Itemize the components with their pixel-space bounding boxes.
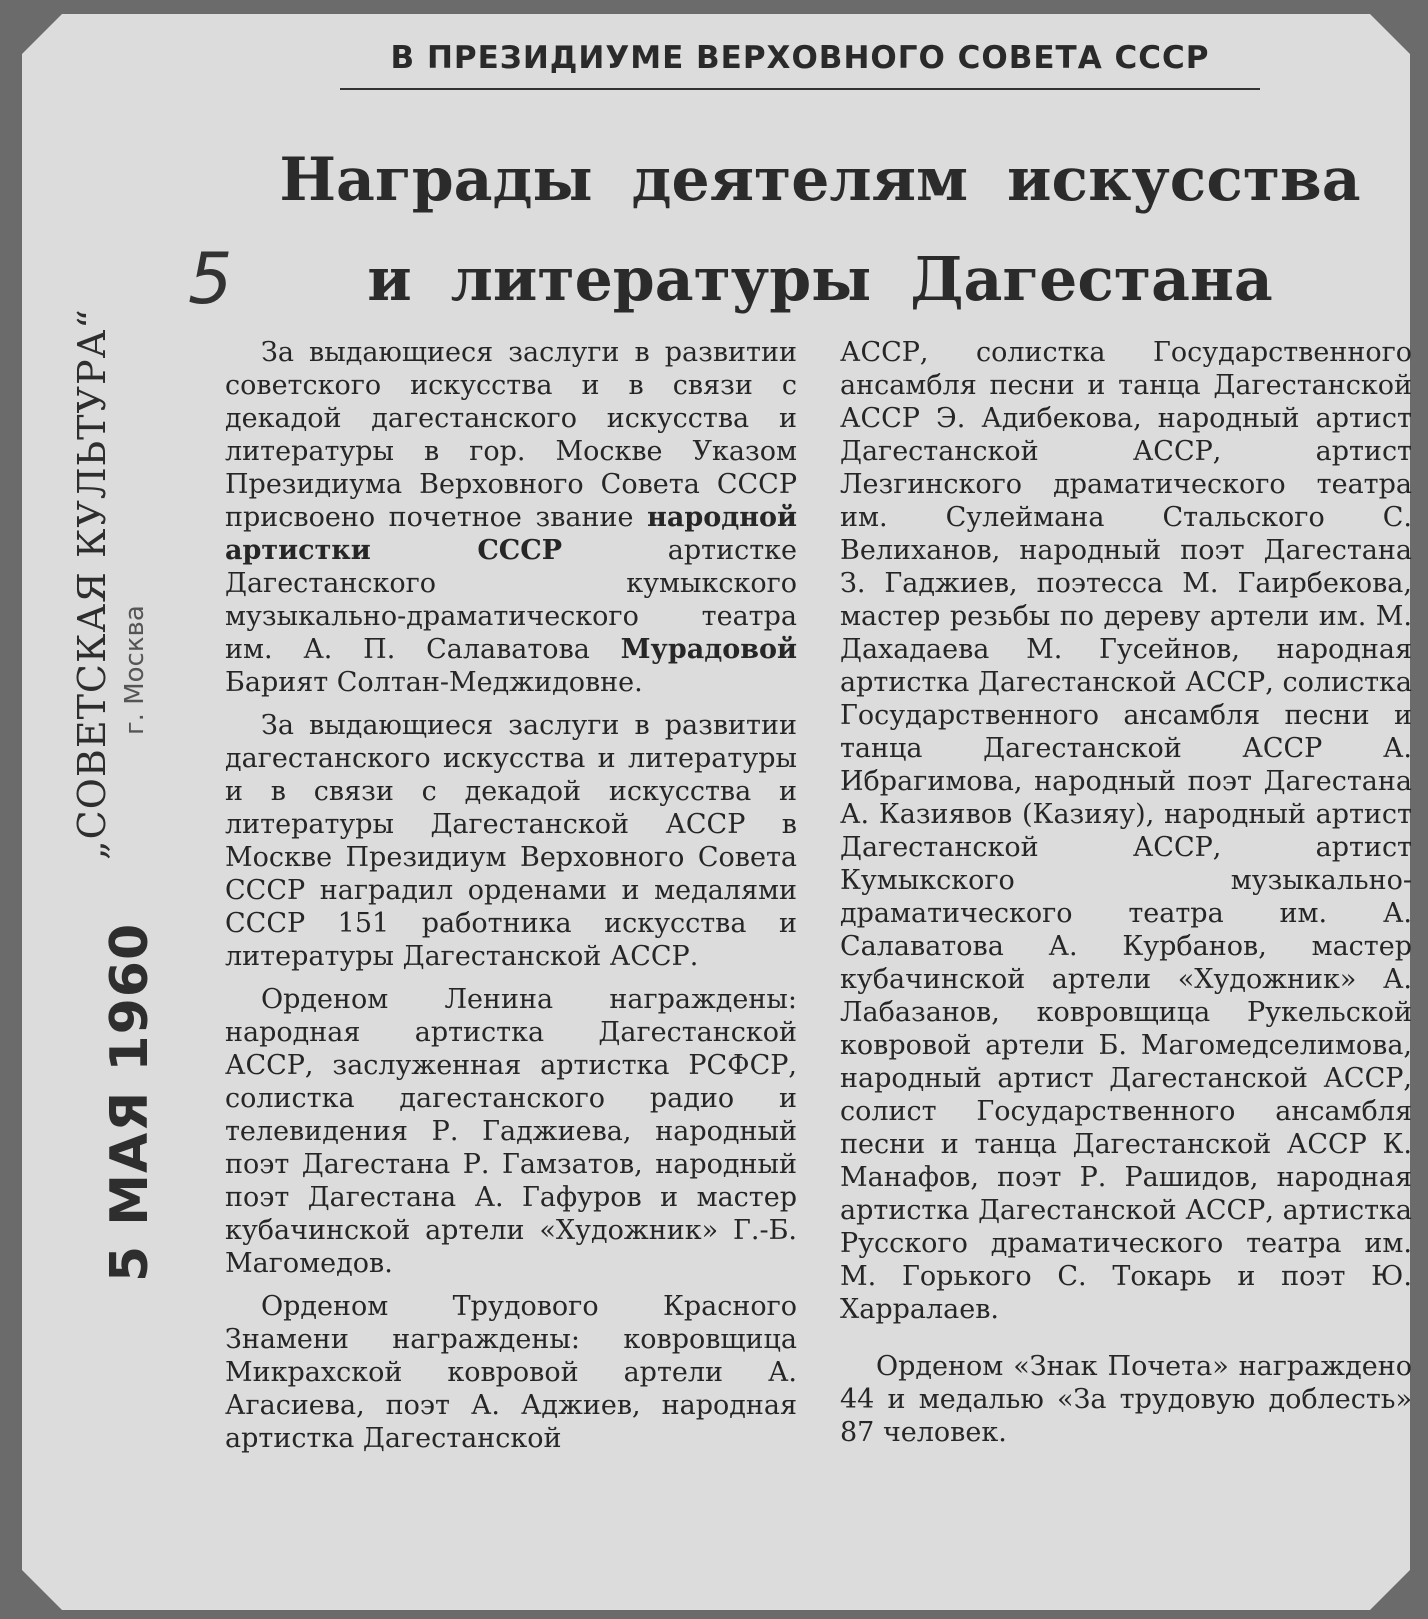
headline-line-1: Награды деятелям искусства xyxy=(279,145,1361,215)
handwritten-number: 5 xyxy=(188,238,233,320)
text-run: артистке Дагестанского кумыкского музыкально-драматического театра им. А. П. Салаватова xyxy=(225,535,797,665)
paragraph xyxy=(225,336,797,699)
section-rubric: В ПРЕЗИДИУМЕ ВЕРХОВНОГО СОВЕТА СССР xyxy=(340,40,1260,90)
bold-text-run: Мурадовой xyxy=(620,634,797,665)
paragraph: За выдающиеся заслуги в развитии дагестанского искусства и литературы и в связи с декадой искусства и литературы Дагестанской АССР в Москве Президиум Верховного Совета СССР наградил орденами и медалями СССР 151 работника искусства и литературы Дагестанской АССР. xyxy=(225,710,797,972)
text-run: Барият Солтан-Меджидовне. xyxy=(225,667,643,698)
source-date: 5 МАЯ 1960 xyxy=(100,922,160,1282)
paragraph: АССР, солистка Государственного ансамбля песни и танца Дагестанской АССР Э. Адибекова, народный артист Дагестанской АССР, артист Лезгинского драматического театра им. Сулеймана Стальского С. Велиханов, народный поэт Дагестана З. Гаджиев, поэтесса М. Гаирбекова, мастер резьбы по дереву артели им. М. Дахадаева М. Гусейнов, народная артистка Дагестанской АССР, солистка Государственного ансамбля песни и танца Дагестанской АССР А. Ибрагимова, народный поэт Дагестана А. Казиявов (Казияу), народный артист Дагестанской АССР, артист Кумыкского музыкально-драматического театра им. А. Салаватова А. Курбанов, мастер кубачинской артели «Художник» А. Лабазанов, ковровщица Рукельской ковровой артели Б. Магомедселимова, народный артист Дагестанской АССР, солист Государственного ансамбля песни и танца Дагестанской АССР К. Манафов, поэт Р. Рашидов, народная артистка Дагестанской АССР, артистка Русского драматического театра им. М. Горького С. Токарь и поэт Ю. Харралаев. xyxy=(840,337,1412,1325)
paragraph: Орденом Ленина награждены: народная артистка Дагестанской АССР, заслуженная артистка РСФСР, солистка дагестанского радио и телевидения Р. Гаджиева, народный поэт Дагестана Р. Гамзатов, народный поэт Дагестана А. Гафуров и мастер кубачинской артели «Художник» Г.-Б. Магомедов. xyxy=(225,984,797,1279)
text-run: За выдающиеся заслуги в развитии советского искусства и в связи с декадой дагестанского искусства и литературы в гор. Москве Указом Президиума Верховного Совета СССР присвоено почетное звание xyxy=(225,337,797,533)
article-column-left xyxy=(225,336,797,1465)
article-column-right xyxy=(840,336,1412,1459)
article-headline xyxy=(250,130,1390,330)
source-city: г. Москва xyxy=(120,605,150,735)
paragraph: Орденом «Знак Почета» награждено 44 и медалью «За трудовую доблесть» 87 человек. xyxy=(840,1351,1412,1448)
headline-line-2: и литературы Дагестана xyxy=(367,245,1273,315)
source-stamp xyxy=(40,308,160,1290)
bold-text-run: народной артистки СССР xyxy=(225,502,797,566)
source-newspaper-name: „СОВЕТСКАЯ КУЛЬТУРА“ xyxy=(70,308,114,860)
paragraph: Орденом Трудового Красного Знамени награждены: ковровщица Микрахской ковровой артели А. Агасиева, поэт А. Аджиев, народная артистка Дагестанской xyxy=(225,1291,797,1454)
